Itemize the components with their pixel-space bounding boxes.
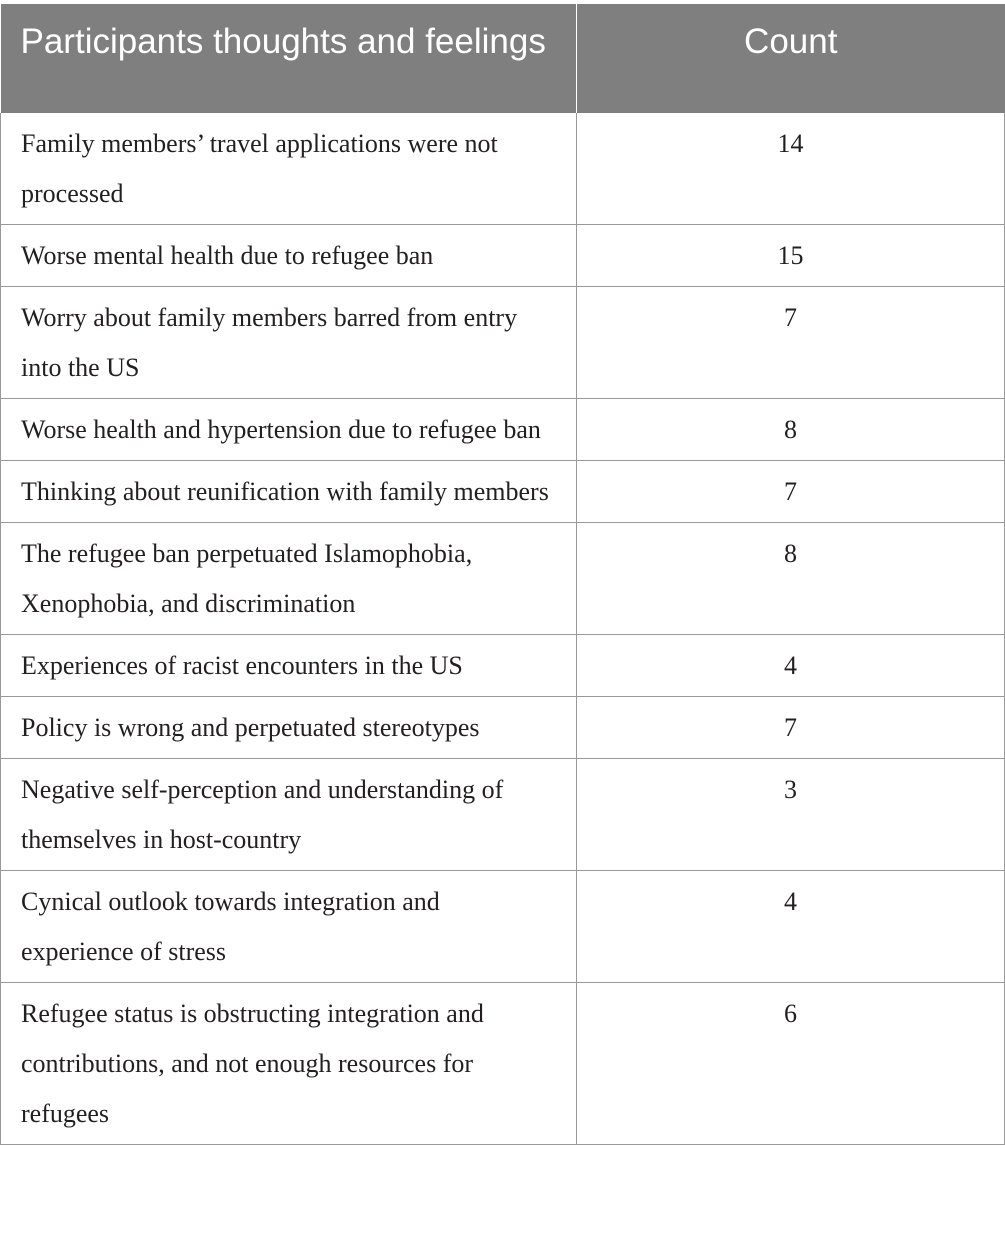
row-text: Experiences of racist encounters in the US [1,635,577,697]
row-count: 7 [577,697,1005,759]
row-text: Worse mental health due to refugee ban [1,225,577,287]
table-row [1,225,1005,287]
row-text: Refugee status is obstructing integration and contributions, and not enough resources for refugees [1,983,577,1145]
row-count: 15 [577,225,1005,287]
table-row [1,697,1005,759]
row-count: 8 [577,399,1005,461]
row-text: Cynical outlook towards integration and experience of stress [1,871,577,983]
row-count: 4 [577,635,1005,697]
table-row [1,635,1005,697]
table-row [1,871,1005,983]
table-row [1,113,1005,225]
header-count: Count [577,4,1005,113]
header-row [1,4,1005,113]
row-text: Negative self-perception and understanding of themselves in host-country [1,759,577,871]
header-thoughts: Participants thoughts and feelings [1,4,577,113]
table-row [1,523,1005,635]
table-row [1,399,1005,461]
table-row [1,983,1005,1145]
table-body [1,113,1005,1145]
row-count: 7 [577,287,1005,399]
row-count: 8 [577,523,1005,635]
row-count: 7 [577,461,1005,523]
row-count: 6 [577,983,1005,1145]
row-text: The refugee ban perpetuated Islamophobia, Xenophobia, and discrimination [1,523,577,635]
row-count: 3 [577,759,1005,871]
row-count: 14 [577,113,1005,225]
row-text: Family members’ travel applications were not processed [1,113,577,225]
thoughts-count-table [0,4,1005,1145]
row-count: 4 [577,871,1005,983]
table-row [1,759,1005,871]
table-row [1,461,1005,523]
row-text: Policy is wrong and perpetuated stereotypes [1,697,577,759]
row-text: Thinking about reunification with family members [1,461,577,523]
row-text: Worse health and hypertension due to refugee ban [1,399,577,461]
table-row [1,287,1005,399]
row-text: Worry about family members barred from entry into the US [1,287,577,399]
table-header [1,4,1005,113]
